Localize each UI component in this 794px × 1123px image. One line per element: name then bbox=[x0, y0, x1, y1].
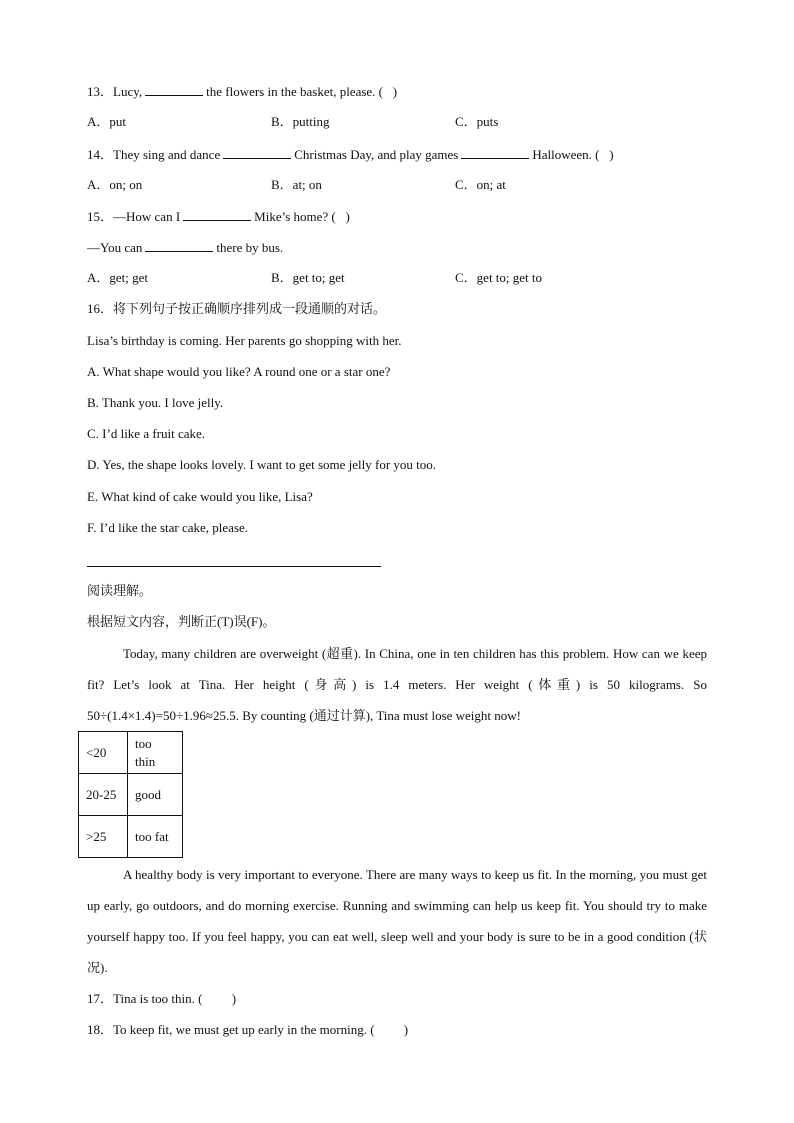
bmi-table bbox=[78, 731, 183, 858]
q14-answer-blank-2[interactable] bbox=[461, 145, 529, 159]
bmi-label: too thin bbox=[128, 732, 183, 774]
q14-answer-blank-1[interactable] bbox=[223, 145, 291, 159]
q14-stem-mid: Christmas Day, and play games bbox=[294, 147, 459, 162]
question-15 bbox=[87, 207, 350, 226]
q16-intro: Lisa’s birthday is coming. Her parents go shopping with her. bbox=[87, 333, 402, 348]
bmi-label: good bbox=[128, 774, 183, 816]
bmi-label: too fat bbox=[128, 816, 183, 858]
bmi-range: <20 bbox=[79, 732, 128, 774]
q13-option-a[interactable]: A．put bbox=[87, 114, 127, 129]
reading-instruction: 根据短文内容，判断正(T)误(F)。 bbox=[87, 614, 276, 629]
q15-option-c[interactable]: C．get to; get to bbox=[455, 270, 543, 285]
q13-stem-end: the flowers in the basket, please. ( ) bbox=[206, 84, 398, 99]
q13-answer-blank[interactable] bbox=[145, 82, 203, 96]
q16-sentence-b: B. Thank you. I love jelly. bbox=[87, 395, 224, 410]
question-14 bbox=[87, 145, 614, 164]
reading-paragraph-1 bbox=[87, 638, 707, 731]
question-17[interactable]: 17．Tina is too thin. ( ) bbox=[87, 991, 237, 1006]
q16-sentence-e: E. What kind of cake would you like, Lisa? bbox=[87, 489, 313, 504]
q15-answer-blank-1[interactable] bbox=[183, 207, 251, 221]
q16-sentence-d: D. Yes, the shape looks lovely. I want to get some jelly for you too. bbox=[87, 457, 437, 472]
reading-paragraph-2 bbox=[87, 859, 707, 983]
bmi-range: >25 bbox=[79, 816, 128, 858]
q13-stem-start: 13．Lucy, bbox=[87, 84, 143, 99]
q15-answer-blank-2[interactable] bbox=[145, 238, 213, 252]
bmi-range: 20-25 bbox=[79, 774, 128, 816]
q14-option-c[interactable]: C．on; at bbox=[455, 177, 506, 192]
reading-heading: 阅读理解。 bbox=[87, 583, 153, 598]
q14-option-a[interactable]: A．on; on bbox=[87, 177, 143, 192]
reading-paragraph-1-text: Today, many children are overweight (超重). In China, one in ten children has this problem. How can we keep fit? Let’s look at Tina. Her height (身高) is 1.4 meters. Her weight (体重) is 50 kilograms. So 50÷(1.4×1.4)=50÷1.96≈25.5. By counting (通过计算), Tina must lose weight now! bbox=[87, 646, 707, 723]
question-18[interactable]: 18．To keep fit, we must get up early in the morning. ( ) bbox=[87, 1022, 409, 1037]
q15-reply bbox=[87, 238, 283, 257]
table-row bbox=[79, 774, 183, 816]
q15-reply-end: there by bus. bbox=[216, 240, 284, 255]
q16-instruction: 16．将下列句子按正确顺序排列成一段通顺的对话。 bbox=[87, 301, 387, 316]
q14-stem-start: 14．They sing and dance bbox=[87, 147, 221, 162]
q16-sentence-c: C. I’d like a fruit cake. bbox=[87, 426, 206, 441]
table-row bbox=[79, 732, 183, 774]
q15-stem-start: 15．—How can I bbox=[87, 209, 181, 224]
q14-stem-end: Halloween. ( ) bbox=[532, 147, 614, 162]
q15-reply-start: —You can bbox=[87, 240, 143, 255]
q14-option-b[interactable]: B．at; on bbox=[271, 177, 322, 192]
q15-stem-end: Mike’s home? ( ) bbox=[254, 209, 350, 224]
q16-sentence-a: A. What shape would you like? A round one or a star one? bbox=[87, 364, 391, 379]
q16-sentence-f: F. I’d like the star cake, please. bbox=[87, 520, 249, 535]
q16-answer-line[interactable] bbox=[87, 566, 381, 567]
q15-option-a[interactable]: A．get; get bbox=[87, 270, 149, 285]
q13-option-b[interactable]: B．putting bbox=[271, 114, 330, 129]
reading-paragraph-2-text: A healthy body is very important to everyone. There are many ways to keep us fit. In the morning, you must get up early, go outdoors, and do morning exercise. Running and swimming can help us keep fit. You should try to make yourself happy too. If you feel happy, you can eat well, sleep well and your body is sure to be in a good condition (状况). bbox=[87, 867, 707, 975]
table-row bbox=[79, 816, 183, 858]
q13-option-c[interactable]: C．puts bbox=[455, 114, 499, 129]
q15-option-b[interactable]: B．get to; get bbox=[271, 270, 345, 285]
question-13 bbox=[87, 82, 397, 101]
